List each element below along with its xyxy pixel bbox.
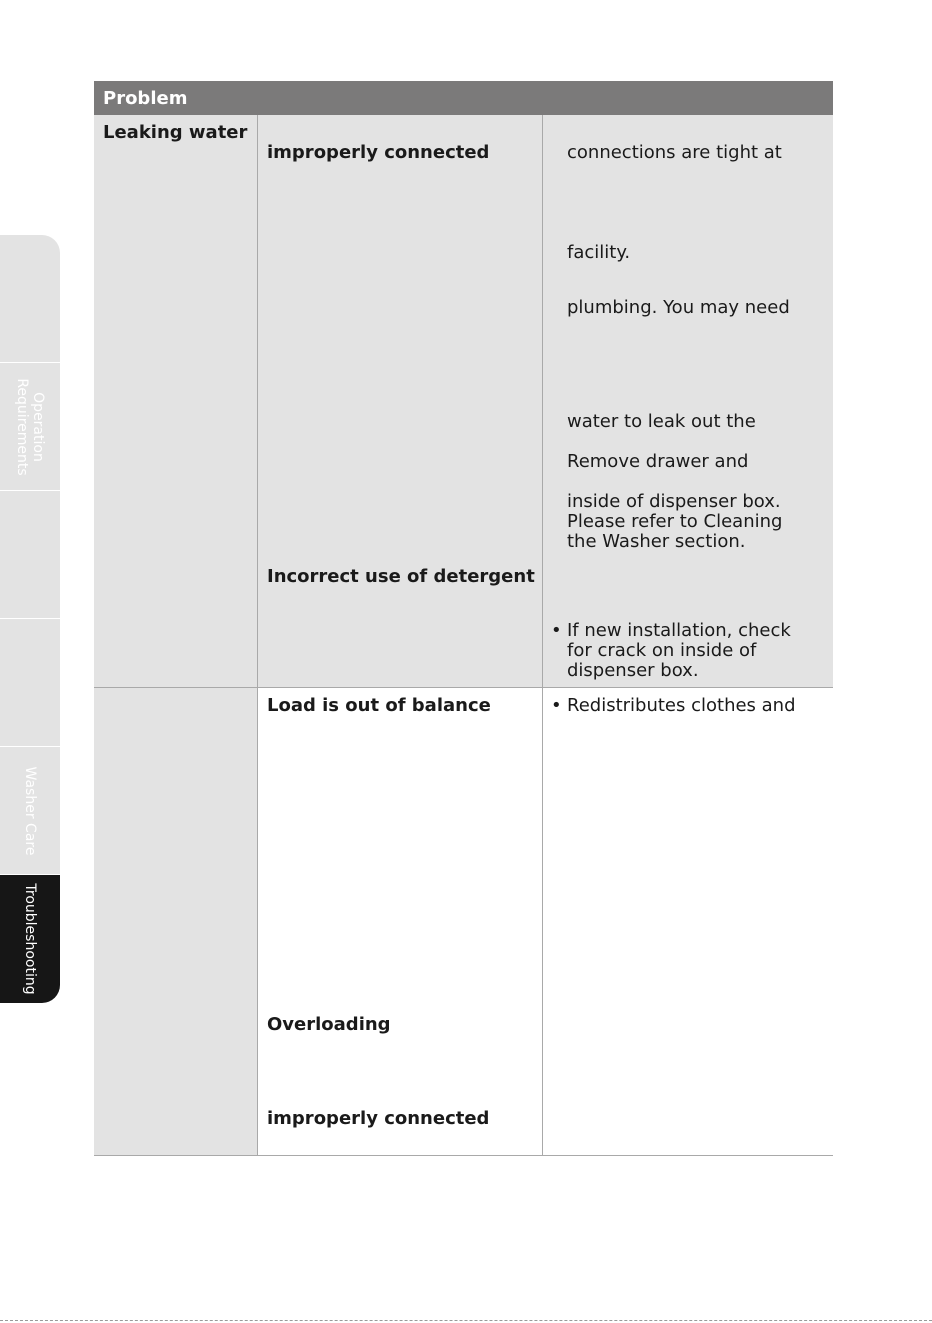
- cause-text: Overloading: [267, 1014, 391, 1035]
- table-row: [94, 115, 833, 688]
- side-tab-label: Troubleshooting: [22, 883, 38, 995]
- side-tab-washer-care[interactable]: [0, 747, 60, 875]
- cause-text: improperly connected: [267, 142, 490, 163]
- side-tab-label-text: Operation Requirements: [14, 377, 46, 476]
- side-tab-1[interactable]: [0, 235, 60, 363]
- solution-text: facility.: [567, 242, 631, 263]
- problem-cell: [94, 115, 258, 687]
- side-tabs: [0, 235, 60, 1003]
- solution-text: Remove drawer and: [567, 451, 749, 472]
- problem-text: Leaking water: [103, 122, 248, 143]
- table-header: Problem: [94, 81, 833, 115]
- table-row: [94, 688, 833, 1156]
- cause-text: Load is out of balance: [267, 695, 491, 716]
- cause-cell: [258, 115, 543, 687]
- side-tab-label: [14, 378, 46, 475]
- solution-cell: [543, 688, 833, 1155]
- side-tab-operation-requirements[interactable]: [0, 363, 60, 491]
- problem-cell: [94, 688, 258, 1155]
- solution-cell: [543, 115, 833, 687]
- solution-text: connections are tight at: [567, 142, 782, 163]
- solution-text: • Redistributes clothes and: [567, 696, 827, 716]
- page-bottom-rule: [0, 1320, 932, 1321]
- cause-cell: [258, 688, 543, 1155]
- troubleshooting-table: [94, 81, 833, 1156]
- cause-text: Incorrect use of detergent: [267, 566, 535, 587]
- solution-text: water to leak out the: [567, 411, 756, 432]
- solution-text: • If new installation, check for crack on inside of dispenser box.: [567, 621, 827, 681]
- side-tab-troubleshooting[interactable]: [0, 875, 60, 1003]
- cause-text: improperly connected: [267, 1108, 490, 1129]
- side-tab-label: Washer Care: [22, 766, 38, 855]
- side-tab-3[interactable]: [0, 491, 60, 619]
- side-tab-4[interactable]: [0, 619, 60, 747]
- solution-text: plumbing. You may need: [567, 297, 790, 318]
- solution-text: inside of dispenser box. Please refer to Cleaning the Washer section.: [567, 491, 783, 552]
